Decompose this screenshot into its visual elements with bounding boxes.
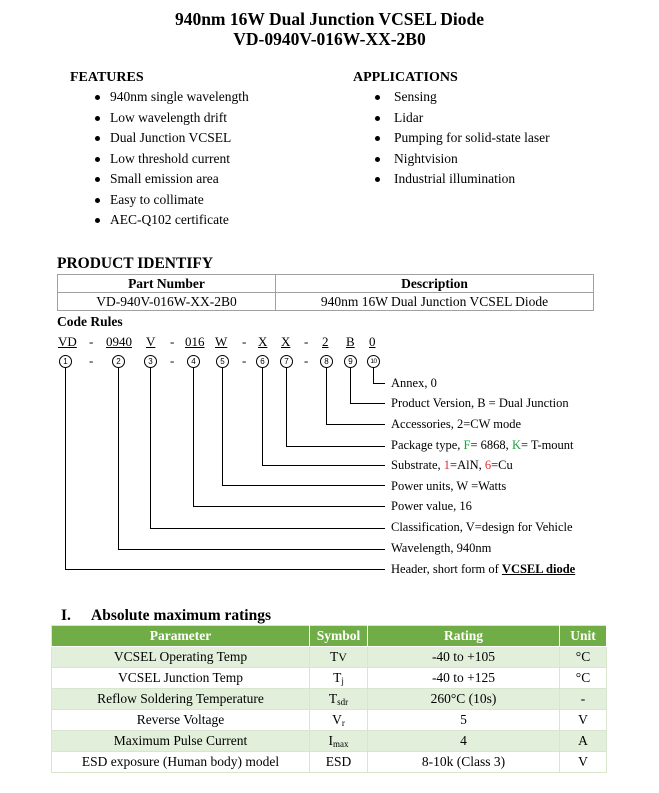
rule-accessories: Accessories, 2=CW mode <box>391 417 522 431</box>
column-header-parameter: Parameter <box>52 626 310 647</box>
description-cell: 940nm 16W Dual Junction VCSEL Diode <box>276 293 594 311</box>
rating-cell: 8-10k (Class 3) <box>368 752 560 773</box>
rule-product-version: Product Version, B = Dual Junction <box>391 396 569 410</box>
marker-circle: 2 <box>112 355 125 368</box>
symbol-cell: $V_r$ <box>310 710 368 731</box>
marker-circle: 7 <box>280 355 293 368</box>
code-rules-heading: Code Rules <box>57 314 123 329</box>
unit-cell: - <box>560 689 607 710</box>
symbol-cell: $I_{max}$ <box>310 731 368 752</box>
rule-substrate: Substrate, 1=AlN, 6=Cu <box>391 458 513 472</box>
bullet-icon <box>95 116 100 121</box>
applications-heading: APPLICATIONS <box>353 70 458 85</box>
rule-power-value: Power value, 16 <box>391 499 472 513</box>
unit-cell: V <box>560 710 607 731</box>
connector-line <box>65 569 385 570</box>
connector-line <box>286 368 287 446</box>
rating-cell: 4 <box>368 731 560 752</box>
rule-header: Header, short form of VCSEL diode <box>391 562 576 576</box>
bullet-icon <box>95 198 100 203</box>
absolute-max-table <box>51 625 607 773</box>
connector-line <box>118 368 119 549</box>
connector-line <box>350 368 351 403</box>
code-separator: - <box>89 334 94 349</box>
code-segment: B <box>346 334 355 349</box>
code-segment: X <box>258 334 268 349</box>
table-row <box>52 668 607 689</box>
rating-cell: -40 to +105 <box>368 647 560 668</box>
connector-line <box>350 403 385 404</box>
symbol-cell: $T_{sdr}$ <box>310 689 368 710</box>
connector-line <box>150 528 385 529</box>
marker-circle: 4 <box>187 355 200 368</box>
document-part-number: VD-0940V-016W-XX-2B0 <box>233 29 426 49</box>
code-segment: X <box>281 334 291 349</box>
marker-circle: 3 <box>144 355 157 368</box>
table-row <box>52 752 607 773</box>
code-segment: 0940 <box>106 334 132 349</box>
code-separator: - <box>242 334 247 349</box>
marker-circle: 10 <box>367 355 380 368</box>
code-segment: 2 <box>322 334 329 349</box>
connector-line <box>262 465 385 466</box>
unit-cell: A <box>560 731 607 752</box>
bullet-icon <box>95 157 100 162</box>
connector-line <box>193 506 385 507</box>
parameter-cell: VCSEL Junction Temp <box>52 668 310 689</box>
bullet-icon <box>95 95 100 100</box>
table-row <box>58 293 594 311</box>
rule-power-units: Power units, W =Watts <box>391 479 507 493</box>
column-header-rating: Rating <box>368 626 560 647</box>
connector-line <box>222 485 385 486</box>
product-identify-table <box>57 274 594 311</box>
unit-cell: V <box>560 752 607 773</box>
rule-classification: Classification, V=design for Vehicle <box>391 520 573 534</box>
symbol-cell: ESD <box>310 752 368 773</box>
rule-annex: Annex, 0 <box>391 376 437 390</box>
bullet-icon <box>375 95 380 100</box>
vcsel-diode-link[interactable]: VCSEL diode <box>501 562 576 576</box>
column-header-part-number: Part Number <box>58 275 276 293</box>
parameter-cell: ESD exposure (Human body) model <box>52 752 310 773</box>
code-segment: VD <box>58 334 77 349</box>
connector-line <box>373 368 374 383</box>
part-number-cell: VD-940V-016W-XX-2B0 <box>58 293 276 311</box>
code-separator: - <box>170 334 175 349</box>
unit-cell: °C <box>560 668 607 689</box>
absolute-max-heading: Absolute maximum ratings <box>91 607 271 624</box>
bullet-icon <box>95 177 100 182</box>
connector-line <box>326 368 327 424</box>
code-segment: 0 <box>369 334 376 349</box>
code-segment: 016 <box>185 334 205 349</box>
column-header-symbol: Symbol <box>310 626 368 647</box>
unit-cell: °C <box>560 647 607 668</box>
connector-line <box>286 446 385 447</box>
parameter-cell: Maximum Pulse Current <box>52 731 310 752</box>
connector-line <box>222 368 223 485</box>
bullet-icon <box>95 136 100 141</box>
bullet-icon <box>375 116 380 121</box>
code-segment: V <box>146 334 156 349</box>
table-header-row <box>52 626 607 647</box>
marker-circle: 6 <box>256 355 269 368</box>
marker-circle: 5 <box>216 355 229 368</box>
connector-line <box>262 368 263 465</box>
connector-line <box>150 368 151 528</box>
table-row <box>52 731 607 752</box>
marker-circle: 1 <box>59 355 72 368</box>
connector-line <box>326 424 385 425</box>
connector-line <box>65 368 66 569</box>
rule-package-type: Package type, F= 6868, K= T-mount <box>391 438 574 452</box>
bullet-icon <box>375 136 380 141</box>
rating-cell: 5 <box>368 710 560 731</box>
code-separator: - <box>304 334 309 349</box>
code-separator: - <box>304 353 309 368</box>
table-header-row <box>58 275 594 293</box>
connector-line <box>118 549 385 550</box>
bullet-icon <box>375 157 380 162</box>
connector-line <box>373 383 385 384</box>
code-separator: - <box>170 353 175 368</box>
table-row <box>52 647 607 668</box>
symbol-cell: $T_j$ <box>310 668 368 689</box>
column-header-unit: Unit <box>560 626 607 647</box>
connector-line <box>193 368 194 506</box>
document-title: 940nm 16W Dual Junction VCSEL Diode <box>174 9 485 29</box>
code-separator: - <box>242 353 247 368</box>
section-number: I. <box>61 607 71 624</box>
bullet-icon <box>375 177 380 182</box>
parameter-cell: Reflow Soldering Temperature <box>52 689 310 710</box>
column-header-description: Description <box>276 275 594 293</box>
bullet-icon <box>95 218 100 223</box>
marker-circle: 8 <box>320 355 333 368</box>
code-separator: - <box>89 353 94 368</box>
symbol-cell: TV <box>310 647 368 668</box>
rating-cell: 260°C (10s) <box>368 689 560 710</box>
rating-cell: -40 to +125 <box>368 668 560 689</box>
code-segment: W <box>215 334 228 349</box>
rule-wavelength: Wavelength, 940nm <box>391 541 492 555</box>
table-row <box>52 710 607 731</box>
parameter-cell: VCSEL Operating Temp <box>52 647 310 668</box>
product-identify-heading: PRODUCT IDENTIFY <box>57 255 214 272</box>
marker-circle: 9 <box>344 355 357 368</box>
table-row <box>52 689 607 710</box>
features-heading: FEATURES <box>70 70 144 85</box>
parameter-cell: Reverse Voltage <box>52 710 310 731</box>
